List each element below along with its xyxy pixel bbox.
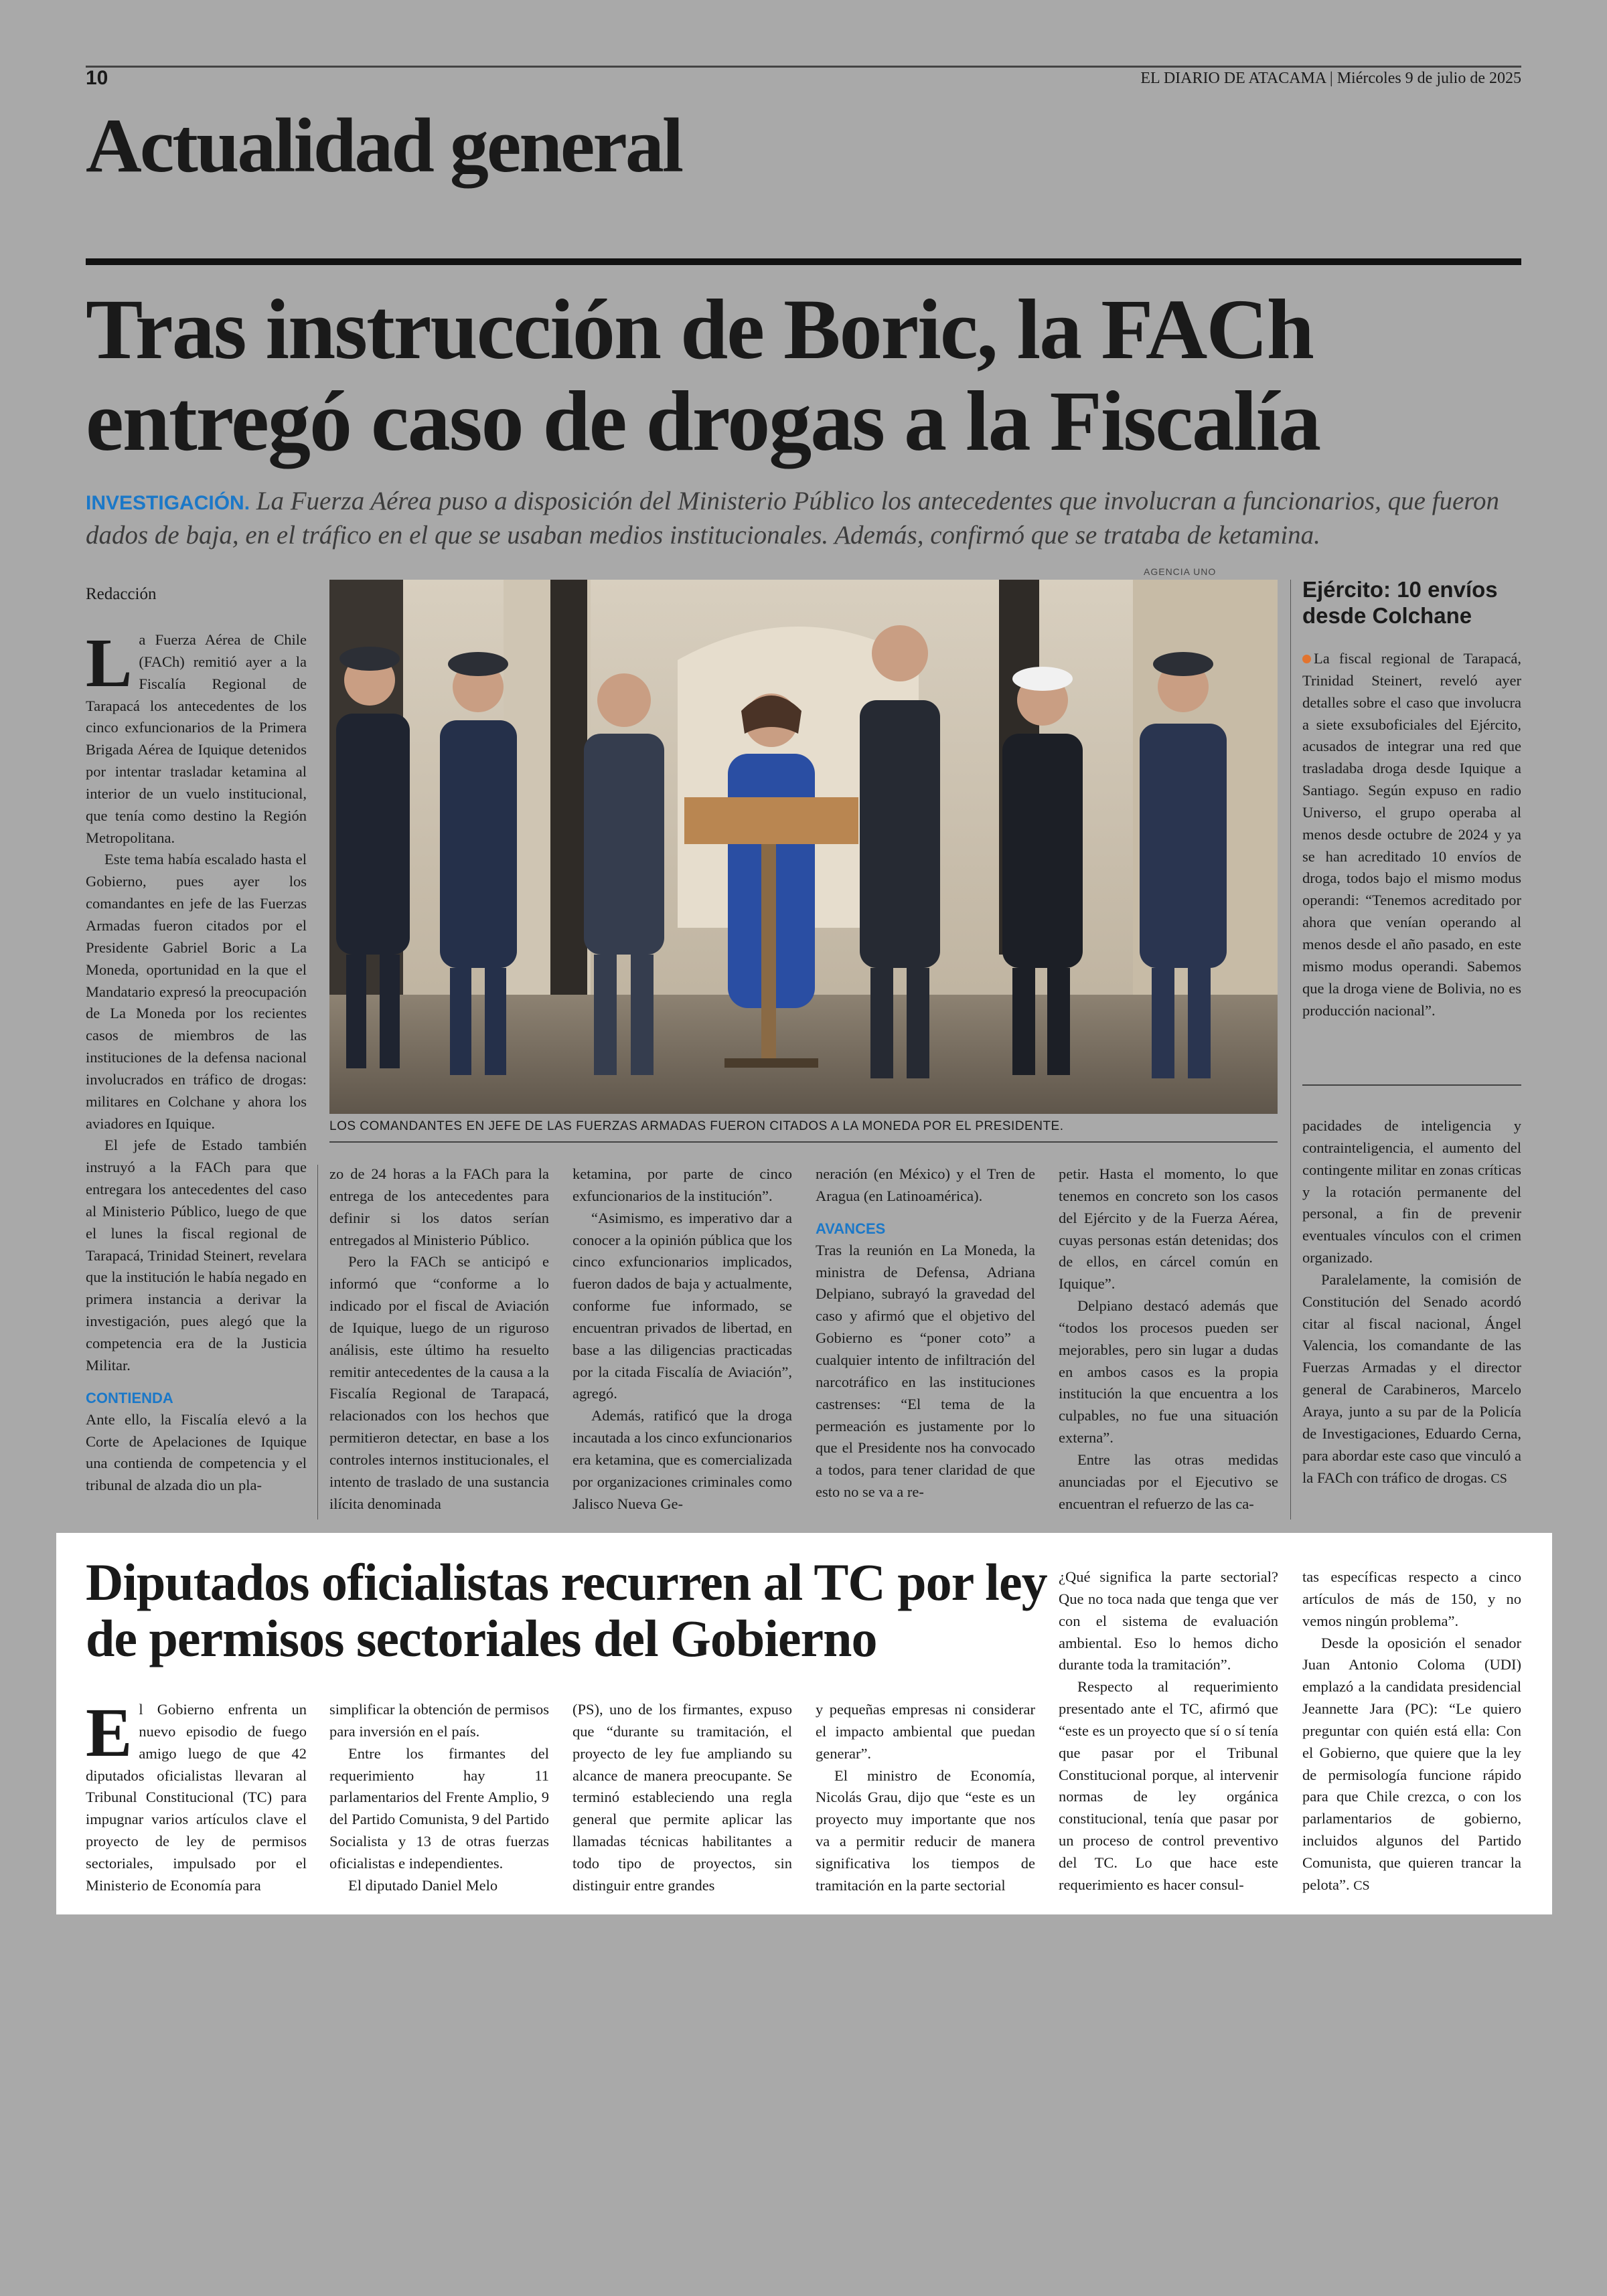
deck-text: La Fuerza Aérea puso a disposición del Ministerio Público los antecedentes que involucran a funcionarios, que fueron dados de baja, en el tráfico en el que se usaban medios institucionales. Además, confirmó que se trataba de ketamina.	[86, 487, 1500, 550]
caption-rule	[329, 1141, 1278, 1143]
paragraph: y pequeñas empresas ni considerar el impacto ambiental que puedan generar”.	[816, 1701, 1035, 1762]
paragraph: Entre las otras medidas anunciadas por el Ejecutivo se encuentran el refuerzo de las ca-	[1059, 1451, 1278, 1512]
newspaper-name: EL DIARIO DE ATACAMA	[1140, 70, 1326, 87]
column-divider	[317, 1165, 318, 1520]
paragraph	[86, 625, 307, 849]
article2-column-4	[816, 1699, 1035, 1897]
drop-cap: L	[86, 625, 133, 702]
article-headline: Tras instrucción de Boric, la FACh entregó caso de drogas a la Fiscalía	[86, 282, 1320, 469]
paragraph: El diputado Daniel Melo	[348, 1876, 498, 1894]
paragraph: Tras la reunión en La Moneda, la ministra de Defensa, Adriana Delpiano, subrayó la gravedad del caso y afirmó que el objetivo del Gobierno es “poner coto” a cualquier intento de infiltración del narcotráfico en las instituciones castrenses: “El tema de la permeación es justamente por lo que el Presidente nos ha convocado a todos, para tener claridad de que esto no se va a re-	[816, 1241, 1035, 1501]
issue-date: Miércoles 9 de julio de 2025	[1336, 70, 1521, 87]
paragraph-text: La fiscal regional de Tarapacá, Trinidad Steinert, reveló ayer detalles sobre el caso que involucra a siete exsuboficiales del Ejército, acusados de integrar una red que trasladaba droga desde Iquique a Santiago. Según expuso en radio Universo, el grupo operaba al menos desde octubre de 2024 y ya se han acreditado 10 envíos de droga, todos bajo el mismo modus operandi: “Tenemos acreditado por ahora que venían operando al menos desde el año pasado, en este mismo modus operandi. Sabemos que la droga viene de Bolivia, no es producción nacional”.	[1302, 650, 1521, 1019]
byline: Redacción	[86, 585, 157, 603]
section-title: Actualidad general	[86, 103, 682, 189]
article-column-1	[86, 625, 307, 1497]
article2-column-1	[86, 1694, 307, 1897]
subhead-avances: AVANCES	[816, 1220, 886, 1237]
article2-column-3	[572, 1699, 792, 1897]
column-divider	[1290, 580, 1291, 1520]
paragraph: Entre los firmantes del requerimiento hay 11 parlamentarios del Frente Amplio, 9 del Partido Comunista, 9 del Partido Socialista y 13 de otras fuerzas oficialistas e independientes.	[329, 1744, 549, 1872]
bullet-dot-icon	[1302, 655, 1311, 663]
paragraph: Además, ratificó que la droga incautada a los cinco exfuncionarios era ketamina, que es comercializada por organizaciones criminales como Jalisco Nueva Ge-	[572, 1407, 792, 1512]
drop-cap: E	[86, 1694, 133, 1771]
paragraph: Respecto al requerimiento presentado ante el TC, afirmó que “este es un proyecto que sí o sí tenía que pasar por el Tribunal Constitucional porque, al intervenir normas de ley orgánica constitucional, tenía que pasar por un proceso de control preventivo del TC. Lo que hace este requerimiento es hacer consul-	[1059, 1678, 1278, 1893]
subhead-contienda: CONTIENDA	[86, 1389, 173, 1406]
article-column-4	[816, 1163, 1035, 1503]
article2-column-5	[1059, 1566, 1278, 1896]
paragraph: (PS), uno de los firmantes, expuso que “durante su tramitación, el proyecto de ley fue ampliando su alcance de manera preocupante. Se terminó estableciendo una regla general que permite aplicar las llamadas técnicas habilitantes a todo tipo de proyectos, sin distinguir entre grandes	[572, 1701, 792, 1894]
article-column-5	[1059, 1163, 1278, 1515]
paragraph: neración (en México) y el Tren de Aragua (en Latinoamérica).	[816, 1165, 1035, 1204]
header-rule	[86, 66, 1521, 68]
end-mark-icon: CS	[1490, 1471, 1507, 1486]
end-mark-icon: CS	[1353, 1878, 1370, 1893]
article-column-6	[1302, 1115, 1521, 1489]
paragraph: Este tema había escalado hasta el Gobierno, pues ayer los comandantes en jefe de las Fuerzas Armadas fueron citados por el Presidente Gabriel Boric a La Moneda, oportunidad en la que el Mandatario expresó la preocupación de La Moneda por los recientes casos de miembros de las instituciones de la defensa nacional involucrados en tráfico de drogas: militares en Colchane y ahora los aviadores en Iquique.	[86, 851, 307, 1132]
paragraph-text: Paralelamente, la comisión de Constitución del Senado acordó citar al fiscal nacional, Ángel Valencia, los comandante de las Fuerzas Armadas y el director general de Carabineros, Marcelo Araya, junto a su par de la Policía de Investigaciones, Eduardo Cerna, para abordar este caso que vinculó a la FACh con tráfico de drogas.	[1302, 1270, 1521, 1486]
article2-column-2	[329, 1699, 549, 1897]
section-rule	[86, 258, 1521, 265]
paragraph: pacidades de inteligencia y contrainteligencia, el aumento del contingente militar en zonas críticas y la rotación permanente del personal, a fin de prevenir eventuales vínculos con el crimen organizado.	[1302, 1117, 1521, 1266]
paragraph: Pero la FACh se anticipó e informó que “conforme a lo indicado por el fiscal de Aviación de Iquique, luego de un riguroso análisis, este último ha resuelto remitir antecedentes de la causa a la Fiscalía Regional de Tarapacá, relacionados con los hechos que permitieron detectar, en base a los controles internos institucionales, el intento de traslado de una sustancia ilícita denominada	[329, 1253, 549, 1512]
paragraph: Delpiano destacó además que “todos los procesos pueden ser mejorables, pero sin lugar a dudas en ambos casos es la propia institución la que encuentra a los culpables, no fue una situación externa”.	[1059, 1297, 1278, 1447]
second-article-headline: Diputados oficialistas recurren al TC por ley de permisos sectoriales del Gobierno	[86, 1553, 1047, 1668]
paragraph: Ante ello, la Fiscalía elevó a la Corte de Apelaciones de Iquique una contienda de competencia y el tribunal de alzada dio un pla-	[86, 1410, 307, 1494]
paragraph	[1302, 1269, 1521, 1489]
page-number: 10	[86, 67, 108, 89]
paragraph	[1302, 648, 1521, 1021]
paragraph-text: a Fuerza Aérea de Chile (FACh) remitió ayer a la Fiscalía Regional de Tarapacá los antecedentes de los cinco exfuncionarios de la Primera Brigada Aérea de Iquique detenidos por intentar trasladar ketamina al interior de un vuelo institucional, que tenía como destino la Región Metropolitana.	[86, 631, 307, 846]
paragraph: El ministro de Economía, Nicolás Grau, dijo que “este es un proyecto muy importante que nos va a permitir reducir de manera significativa los tiempos de tramitación en la parte sectorial	[816, 1767, 1035, 1894]
article2-column-6	[1302, 1566, 1521, 1896]
paragraph-text: l Gobierno enfrenta un nuevo episodio de fuego amigo luego de que 42 diputados oficialistas llevaran al Tribunal Constitucional (TC) para impugnar varios artículos clave el proyecto de ley de permisos sectoriales, impulsado por el Ministerio de Economía para	[86, 1701, 307, 1894]
paragraph: simplificar la obtención de permisos para inversión en el país.	[329, 1701, 549, 1740]
article-column-2	[329, 1163, 549, 1515]
article-deck	[86, 485, 1521, 552]
article-column-3	[572, 1163, 792, 1515]
paragraph: zo de 24 horas a la FACh para la entrega de los antecedentes para definir si los datos serían entregados al Ministerio Público.	[329, 1165, 549, 1248]
paragraph: “Asimismo, es imperativo dar a conocer a la opinión pública que los cinco exfuncionarios implicados, fueron dados de baja y actualmente, conforme fue informado, se encuentran privados de libertad, en base a las diligencias practicadas por la citada Fiscalía de Aviación”, agregó.	[572, 1209, 792, 1402]
paragraph: tas específicas respecto a cinco artículos de más de 150, y no vemos ningún problema”.	[1302, 1568, 1521, 1629]
press-conference-photo	[329, 580, 1278, 1114]
paragraph	[1302, 1633, 1521, 1896]
paragraph: petir. Hasta el momento, lo que tenemos en concreto son los casos del Ejército y de la Fuerza Aérea, cuyas personas están detenidas; dos de ellos, en cárcel común en Iquique”.	[1059, 1165, 1278, 1293]
paragraph: El jefe de Estado también instruyó a la FACh para que entregara los antecedentes del caso al Ministerio Público, luego de que el lunes la fiscal regional de Tarapacá, Trinidad Steinert, revelara que la institución le había negado en primera instancia a derivar la investigación, pues alegó que la competencia era de la Justicia Militar.	[86, 1137, 307, 1374]
sidebar-rule	[1302, 1084, 1521, 1086]
paragraph-text: Desde la oposición el senador Juan Antonio Coloma (UDI) emplazó a la candidata presidencial Jeannette Jara (PC): “Le quiero preguntar con quién está ella: Con el Gobierno, que quiere que la ley de permisología funcione rápido para que Chile crezca, o con los parlamentarios de gobierno, incluidos algunos del Partido Comunista, que quieren trancar la pelota”.	[1302, 1634, 1521, 1893]
photo-caption: LOS COMANDANTES EN JEFE DE LAS FUERZAS ARMADAS FUERON CITADOS A LA MONEDA POR EL PRESIDENTE.	[329, 1119, 1064, 1133]
deck-kicker: INVESTIGACIÓN.	[86, 492, 250, 514]
paragraph: ketamina, por parte de cinco exfuncionarios de la institución”.	[572, 1165, 792, 1204]
sidebar-body	[1302, 648, 1521, 1021]
photo-credit: AGENCIA UNO	[1144, 566, 1217, 577]
sidebar-title: Ejército: 10 envíos desde Colchane	[1302, 577, 1498, 628]
newspaper-dateline: EL DIARIO DE ATACAMA | Miércoles 9 de julio de 2025	[1140, 70, 1521, 87]
paragraph	[86, 1694, 307, 1897]
paragraph: ¿Qué significa la parte sectorial? Que no toca nada que tenga que ver con el sistema de evaluación ambiental. Eso lo hemos dicho durante toda la tramitación”.	[1059, 1568, 1278, 1673]
photo-illustration	[329, 580, 1278, 1114]
